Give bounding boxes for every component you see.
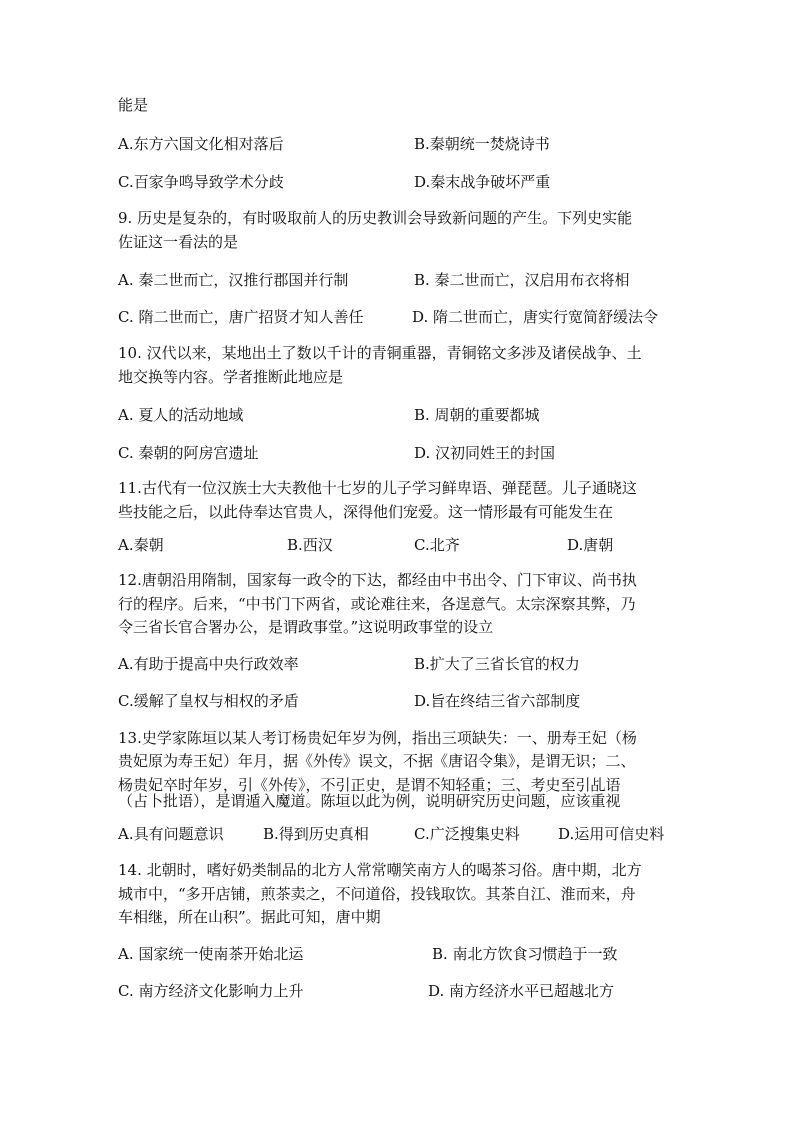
q13-option-b: B.得到历史真相 — [263, 825, 369, 843]
q14-option-a: A. 国家统一使南茶开始北运 — [118, 945, 304, 963]
q8-option-b: B.秦朝统一焚烧诗书 — [414, 135, 550, 153]
q8-option-a: A.东方六国文化相对落后 — [118, 135, 284, 153]
q13-option-a: A.具有问题意识 — [118, 825, 224, 843]
q9-stem-line-2: 佐证这一看法的是 — [118, 233, 239, 251]
q12-stem-line-3: 令三省长官合署办公，是谓政事堂。”这说明政事堂的设立 — [118, 618, 494, 636]
q13-stem-line-4: （占卜批语），是谓遁入魔道。陈垣以此为例，说明研究历史问题，应该重视 — [118, 792, 621, 810]
q10-option-d: D. 汉初同姓王的封国 — [414, 444, 556, 462]
q8-option-c: C.百家争鸣导致学术分歧 — [118, 173, 284, 191]
q8-option-d: D.秦末战争破坏严重 — [414, 173, 551, 191]
q14-stem-line-2: 城市中，“多开店铺，煎茶卖之，不问道俗，投钱取饮。其茶自江、淮而来，舟 — [118, 885, 636, 903]
q10-option-a: A. 夏人的活动地域 — [118, 406, 244, 424]
q13-stem-line-3: 杨贵妃卒时年岁，引《外传》，不引正史，是谓不知轻重；三、考史至引乩语 — [118, 776, 621, 794]
q12-stem-line-1: 12.唐朝沿用隋制，国家每一政令的下达，都经由中书出令、门下审议、尚书执 — [118, 571, 637, 589]
q9-stem-line-1: 9. 历史是复杂的，有时吸取前人的历史教训会导致新问题的产生。下列史实能 — [118, 209, 633, 227]
q10-stem-line-1: 10. 汉代以来，某地出土了数以千计的青铜重器，青铜铭文多涉及诸侯战争、土 — [118, 344, 642, 362]
q13-option-c: C.广泛搜集史料 — [414, 825, 520, 843]
q12-option-c: C.缓解了皇权与相权的矛盾 — [118, 692, 299, 710]
q9-option-a: A. 秦二世而亡，汉推行郡国并行制 — [118, 271, 349, 289]
q11-stem-line-1: 11.古代有一位汉族士大夫教他十七岁的儿子学习鲜卑语、弹琵琶。儿子通晓这 — [118, 479, 637, 497]
q12-stem-line-2: 行的程序。后来，“中书门下两省，或论难往来，各逞意气。太宗深察其弊，乃 — [118, 595, 636, 613]
q13-option-d: D.运用可信史料 — [558, 825, 665, 843]
q10-option-b: B. 周朝的重要都城 — [414, 406, 540, 424]
q11-option-b: B.西汉 — [287, 536, 333, 554]
q9-option-c: C. 隋二世而亡，唐广招贤才知人善任 — [118, 308, 364, 326]
q14-stem-line-1: 14. 北朝时，嗜好奶类制品的北方人常常嘲笑南方人的喝茶习俗。唐中期，北方 — [118, 861, 642, 879]
q10-option-c: C. 秦朝的阿房宫遗址 — [118, 444, 259, 462]
q13-stem-line-1: 13.史学家陈垣以某人考订杨贵妃年岁为例，指出三项缺失：一、册寿王妃（杨 — [118, 729, 637, 747]
q14-option-d: D. 南方经济水平已超越北方 — [428, 982, 615, 1000]
q11-option-c: C.北齐 — [414, 536, 460, 554]
q12-option-a: A.有助于提高中央行政效率 — [118, 655, 299, 673]
q12-option-d: D.旨在终结三省六部制度 — [414, 692, 581, 710]
q11-stem-line-2: 些技能之后，以此侍奉达官贵人，深得他们宠爱。这一情形最有可能发生在 — [118, 503, 614, 521]
q9-option-d: D. 隋二世而亡，唐实行宽简舒缓法令 — [412, 308, 659, 326]
q13-stem-line-2: 贵妃原为寿王妃）年月，据《外传》误文，不据《唐诏令集》，是谓无识；二、 — [118, 752, 636, 770]
q12-option-b: B.扩大了三省长官的权力 — [414, 655, 580, 673]
q9-option-b: B. 秦二世而亡，汉启用布衣将相 — [414, 271, 630, 289]
q10-stem-line-2: 地交换等内容。学者推断此地应是 — [118, 368, 344, 386]
q11-option-a: A.秦朝 — [118, 536, 164, 554]
q14-option-c: C. 南方经济文化影响力上升 — [118, 982, 304, 1000]
q14-option-b: B. 南北方饮食习惯趋于一致 — [432, 945, 618, 963]
q11-option-d: D.唐朝 — [567, 536, 614, 554]
q14-stem-line-3: 车相继，所在山积”。据此可知，唐中期 — [118, 908, 381, 926]
q8-stem-continuation: 能是 — [118, 96, 149, 114]
